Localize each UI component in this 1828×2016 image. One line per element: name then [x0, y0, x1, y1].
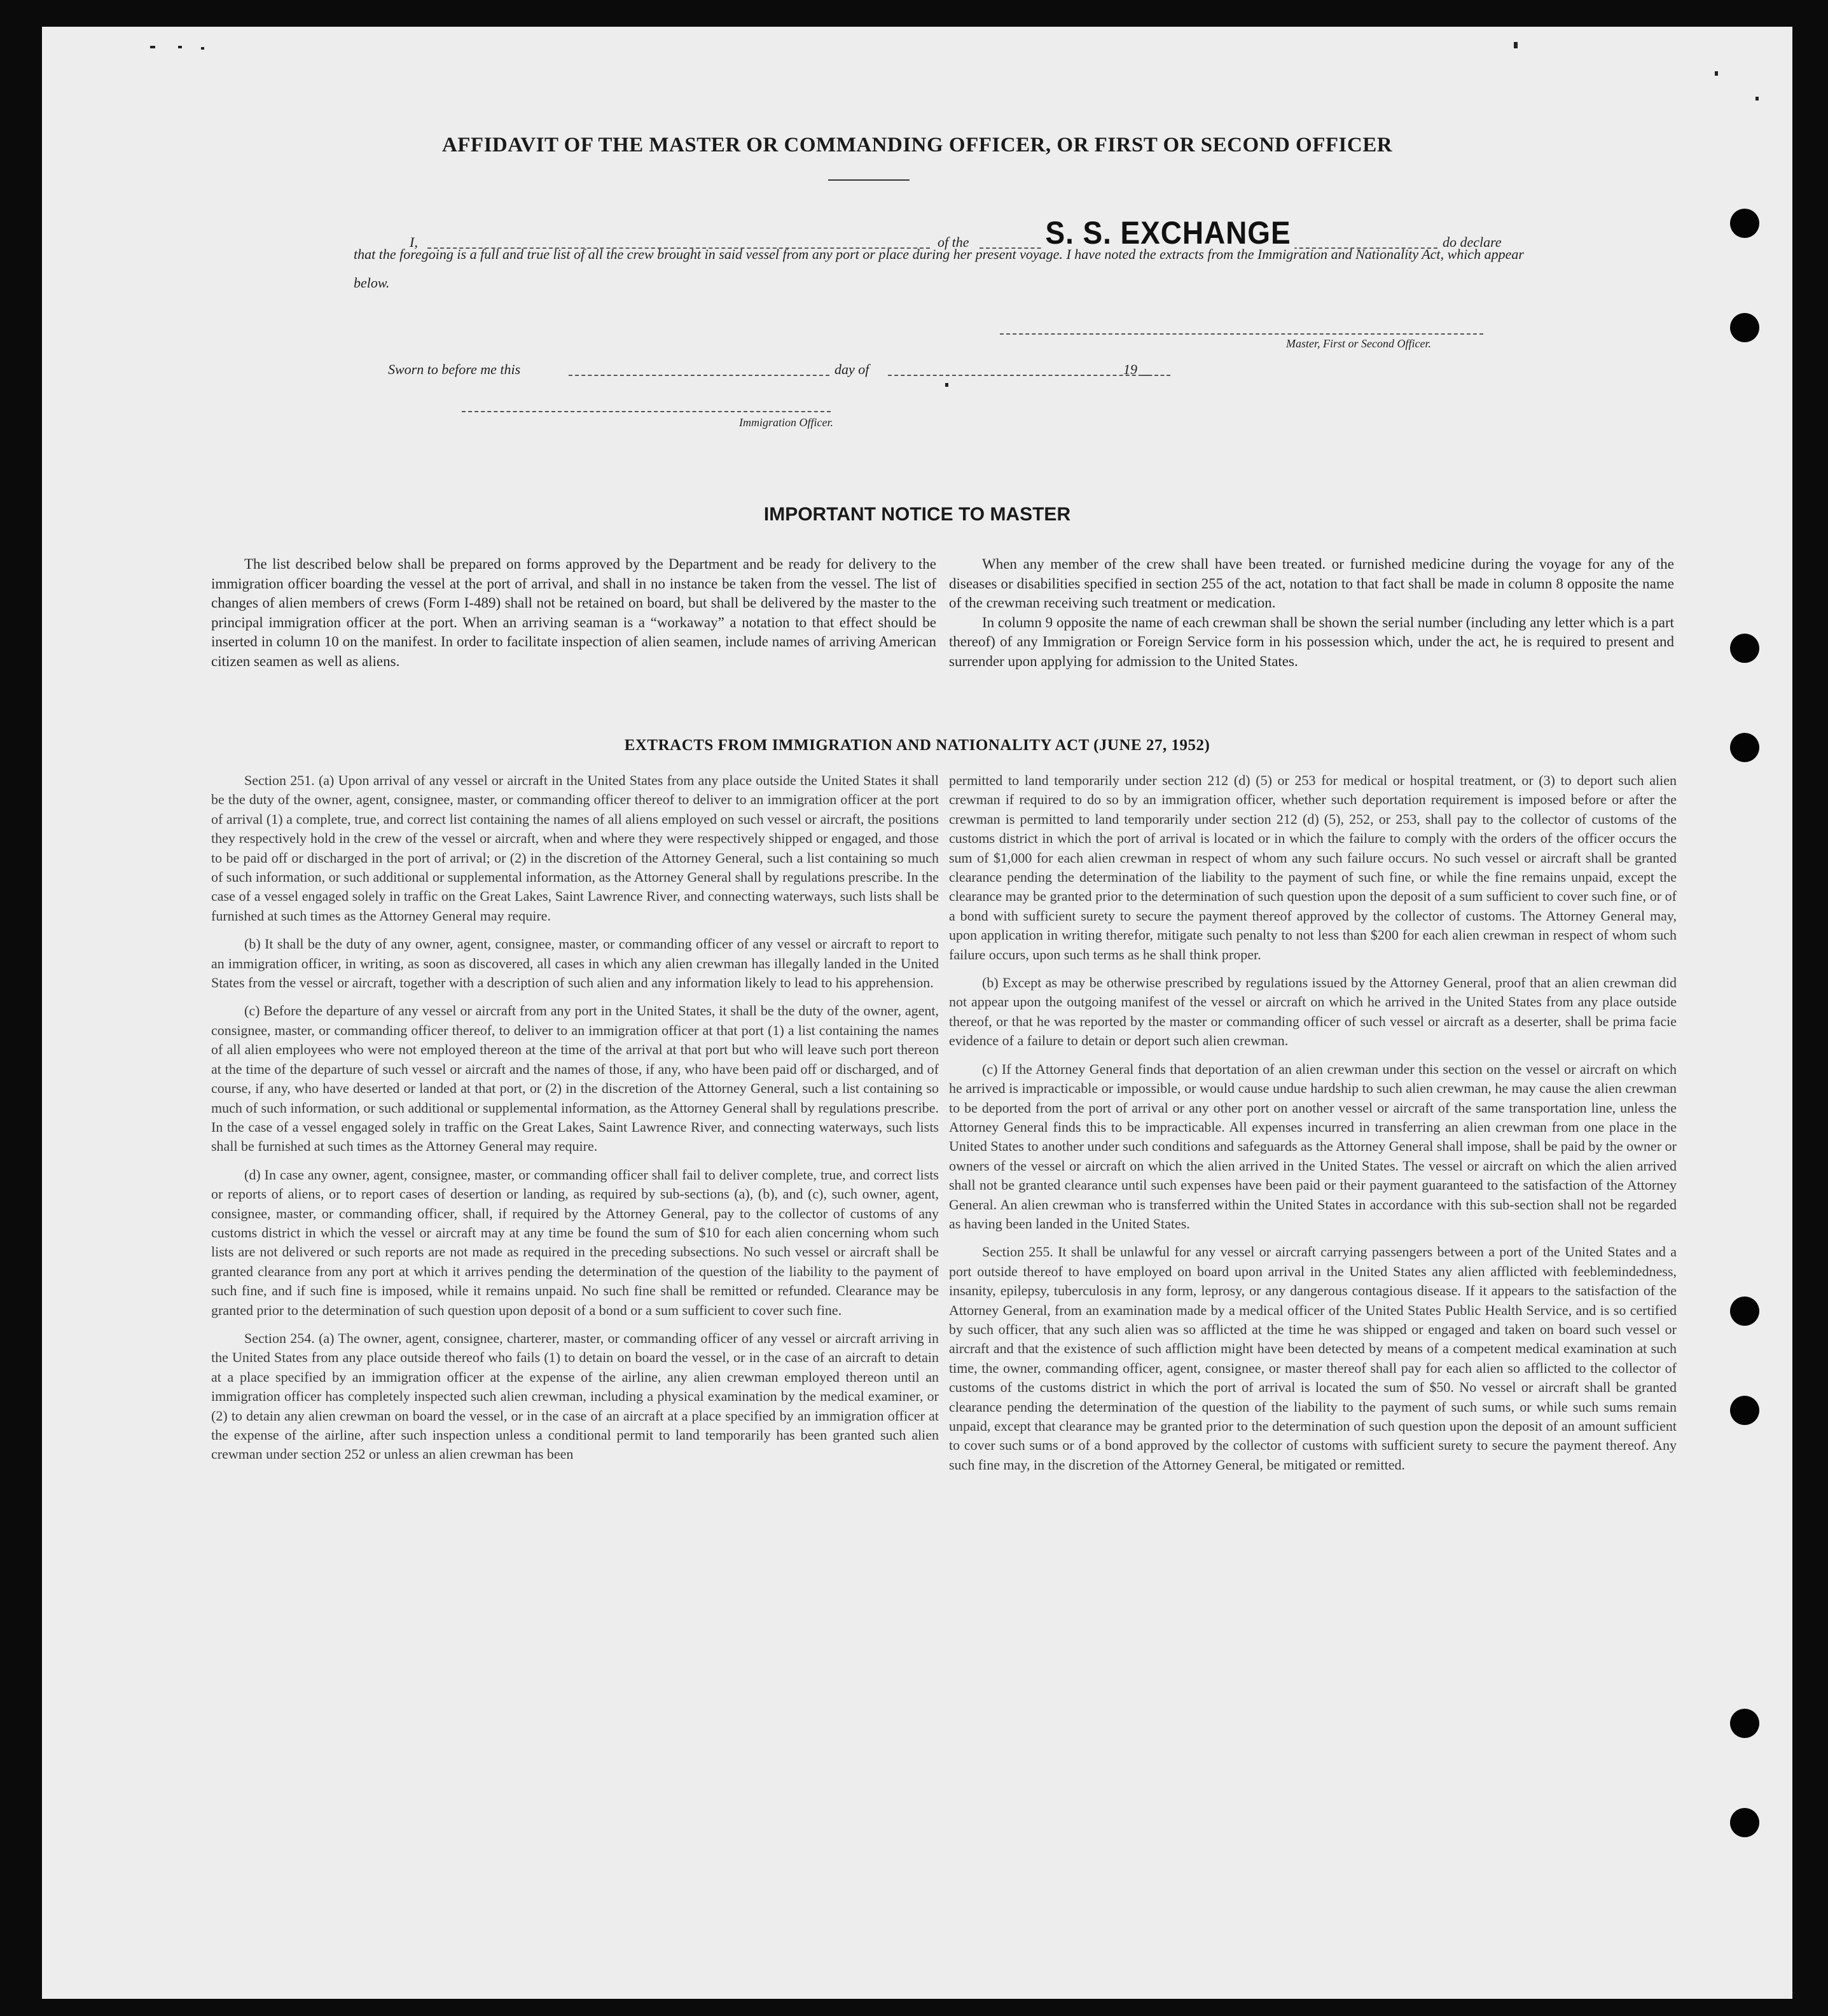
do-declare-label: do declare: [1443, 234, 1502, 250]
notice-paragraph: The list described below shall be prepared on forms approved by the Department and be ready for delivery to the immigration officer boarding the vessel at the port of arrival, and shall in no instance be taken from the vessel. The list of changes of alien members of crews (Form I-489) shall not be retained on board, but shall be delivered by the master to the principal immigration officer at the port. When an arriving seaman is a “workaway” a notation to that effect should be inserted in column 10 on the manifest. In order to facilitate inspection of alien seamen, include names of arriving American citizen seamen as well as aliens.: [211, 556, 936, 669]
punch-hole: [1730, 313, 1759, 342]
sworn-label: Sworn to before me this: [388, 361, 521, 377]
act-paragraph: permitted to land temporarily under section 212 (d) (5) or 253 for medical or hospital treatment, or (3) to deport such alien crewman if required to do so by an immigration officer, whether such deportation requirement is imposed before or after the crewman is permitted to land temporarily under section 212 (d) (5), 252, or 253, shall pay to the collector of customs of the customs district in which the port of arrival is located or in which the failure to comply with the orders of the officer occurs the sum of $1,000 for each alien crewman in respect of whom any such failure occurs. No such vessel or aircraft shall be granted clearance pending the determination of the liability to the payment of such fine, or while the fine remains unpaid, except the clearance may be granted prior to the determination of such question upon the deposit of a sum sufficient to cover such fine, or of a bond with sufficient surety to secure the payment thereof approved by the collector of customs. The Attorney General may, upon application in writing therefor, mitigate such penalty to not less than $200 for each alien crewman in respect of whom such failure occurs, upon such terms as he shall think proper.: [949, 772, 1677, 963]
scan-speck: [1514, 42, 1518, 48]
act-paragraph: (b) It shall be the duty of any owner, agent, consignee, master, or commanding officer of any vessel or aircraft to report to an immigration officer, in writing, as soon as discovered, all cases in which any alien crewman has illegally landed in the United States from the vessel or aircraft, together with a description of such alien and any information likely to lead to his apprehension.: [211, 936, 939, 991]
punch-hole: [1730, 1808, 1759, 1837]
act-paragraph: Section 255. It shall be unlawful for any vessel or aircraft carrying passengers between a port of the United States and a port outside thereof to have employed on board upon arrival in the United States any alien afflicted with feeblemindedness, insanity, epilepsy, tuberculosis in any form, leprosy, or any dangerous contagious disease. If it appears to the satisfaction of the Attorney General, from an examination made by a medical officer of the United States Public Health Service, and is so certified by such officer, that any such alien was so afflicted at the time he was shipped or engaged and taken on board such vessel or aircraft and that the existence of such affliction might have been detected by means of a competent medical examination at such time, the owner, commanding officer, agent, consignee, or master thereof shall pay for each alien so afflicted to the collector of customs of the customs district in which the port of arrival is located the sum of $50. No vessel or aircraft shall be granted clearance pending the determination of the question of the liability to the payment of such sums, or while such sums remain unpaid, except that clearance may be granted prior to the determination of such question upon the deposit of an amount sufficient to cover such sums or of a bond approved by the collector of customs with sufficient surety to secure the payment thereof. Any such fine may, in the discretion of the Attorney General, be mitigated or remitted.: [949, 1244, 1677, 1473]
master-signature-line: [1000, 333, 1483, 335]
document-page: [42, 27, 1792, 1999]
scan-speck: [201, 47, 204, 50]
notice-left-column: [211, 555, 936, 672]
declaration-text: that the foregoing is a full and true list of all the crew brought in said vessel from any port or place during her present voyage. I have noted the extracts from the Immigration and Nationality Act, which appear below.: [354, 246, 1524, 291]
notice-right-column: [949, 555, 1674, 672]
act-paragraph: (d) In case any owner, agent, consignee, master, or commanding officer shall fail to deliver complete, true, and correct lists or reports of aliens, or to report cases of desertion or landing, as required by sub-sections (a), (b), and (c), such owner, agent, consignee, master, or commanding officer, shall, if required by the Attorney General, pay to the collector of customs of any customs district in which the vessel or aircraft may at any time be found the sum of $10 for each alien concerning whom such lists are not delivered or such reports are not made as required in the preceding subsections. No such vessel or aircraft shall be granted clearance from any port at which it arrives pending the determination of the question of the liability to the payment of such fine, and if such fine is imposed, while it remains unpaid. No such fine shall be remitted or refunded. Clearance may be granted prior to the determination of such question upon deposit of a bond or a sum sufficient to cover such fine.: [211, 1166, 939, 1318]
punch-hole: [1730, 634, 1759, 663]
act-paragraph: Section 251. (a) Upon arrival of any vessel or aircraft in the United States from any place outside the United States it shall be the duty of the owner, agent, consignee, master, or commanding officer thereof to deliver to an immigration officer at the port of arrival (1) a complete, true, and correct list containing the names of all aliens employed on such vessel or aircraft, the positions they respectively hold in the crew of the vessel or aircraft, when and where they were respectively shipped or engaged, and those to be paid off or discharged in the port of arrival; or (2) in the discretion of the Attorney General, such a list containing so much of such information, or such additional or supplemental information, as the Attorney General shall by regulations prescribe. In the case of a vessel engaged solely in traffic on the Great Lakes, Saint Lawrence River, and connecting waterways, such lists shall be furnished at such times as the Attorney General may require.: [211, 772, 939, 924]
notice-paragraph: In column 9 opposite the name of each crewman shall be shown the serial number (including any letter which is a part thereof) of any Immigration or Foreign Service form in his possession which, under the act, he is required to present and surrender upon applying for admission to the United States.: [949, 614, 1674, 669]
act-paragraph: (c) Before the departure of any vessel or aircraft from any port in the United States, it shall be the duty of the owner, agent, consignee, master, or commanding officer thereof, to deliver to an immigration officer at that port (1) a list containing the names of all alien employees who were not employed thereon at the time of the arrival at that port but who will leave such port thereon at the time of the departure of such vessel or aircraft and the names of those, if any, who have been paid off or discharged, and of course, if any, who have deserted or landed at that port, or (2) in the discretion of the Attorney General, such a list containing so much of such information, or such additional or supplemental information, as the Attorney General shall by regulations prescribe. In the case of a vessel engaged solely in traffic on the Great Lakes, Saint Lawrence River, and connecting waterways, such lists shall be furnished at such times as the Attorney General may require.: [211, 1003, 939, 1155]
scan-speck: [1715, 71, 1718, 76]
punch-hole: [1730, 1296, 1759, 1326]
sworn-day-line: [569, 375, 829, 376]
punch-hole: [1730, 1709, 1759, 1738]
punch-hole: [1730, 1396, 1759, 1425]
year-line: [1142, 375, 1170, 376]
extracts-title: EXTRACTS FROM IMMIGRATION AND NATIONALITY ACT (JUNE 27, 1952): [624, 737, 1210, 754]
ship-name-stamp: S. S. EXCHANGE: [1042, 214, 1294, 251]
scan-speck: [178, 46, 182, 48]
of-the-label: of the: [938, 234, 969, 250]
scan-speck: [150, 46, 155, 48]
day-of-label: day of: [834, 361, 869, 377]
act-paragraph: (b) Except as may be otherwise prescribed by regulations issued by the Attorney General, proof that an alien crewman did not appear upon the outgoing manifest of the vessel or aircraft on which he arrived in the United States from any place outside thereof, or that he was reported by the master or commanding officer of such vessel or aircraft as a deserter, shall be prima facie evidence of a failure to detain or deport such alien crewman.: [949, 975, 1677, 1049]
immigration-officer-line: [462, 411, 831, 412]
extracts-right-column: [949, 771, 1677, 1484]
i-label: I,: [410, 234, 418, 250]
sworn-month-line: [888, 375, 1149, 376]
extracts-left-column: [211, 771, 939, 1473]
punch-hole: [1730, 733, 1759, 762]
master-signature-label: Master, First or Second Officer.: [1286, 337, 1431, 350]
act-paragraph: (c) If the Attorney General finds that deportation of an alien crewman under this section on the vessel or aircraft on which he arrived is impracticable or impossible, or would cause undue hardship to such alien crewman, he may cause the alien crewman to be deported from the port of arrival or any other port on another vessel or aircraft of the same transportation line, unless the Attorney General finds this to be impracticable. All expenses incurred in transferring an alien crewman from one place in the United States to another under such conditions and safeguards as the Attorney General shall impose, shall be paid by the owner or owners of the vessel or aircraft on which the alien arrived in the United States. The vessel or aircraft on which the alien arrived shall not be granted clearance until such expenses have been paid or their payment guaranteed to the satisfaction of the Attorney General. An alien crewman who is transferred within the United States in accordance with this sub-section shall not be regarded as having been landed in the United States.: [949, 1060, 1677, 1232]
title-underline: [828, 179, 910, 181]
scan-speck: [945, 383, 948, 387]
year-label: 19: [1123, 361, 1137, 377]
footer-smudge: [513, 1873, 1314, 1886]
affidavit-title: AFFIDAVIT OF THE MASTER OR COMMANDING OFFICER, OR FIRST OR SECOND OFFICER: [441, 134, 1393, 156]
notice-title: IMPORTANT NOTICE TO MASTER: [763, 504, 1071, 525]
notice-paragraph: When any member of the crew shall have been treated. or furnished medicine during the voyage for any of the diseases or disabilities specified in section 255 of the act, notation to that fact shall be made in column 8 opposite the name of the crewman receiving such treatment or medication.: [949, 556, 1674, 611]
immigration-officer-label: Immigration Officer.: [739, 416, 833, 429]
scan-speck: [1755, 97, 1759, 101]
punch-hole: [1730, 209, 1759, 238]
act-paragraph: Section 254. (a) The owner, agent, consignee, charterer, master, or commanding officer of any vessel or aircraft arriving in the United States from any place outside thereof who fails (1) to detain on board the vessel, or in the case of an aircraft to detain at a place specified by an immigration officer at the expense of the airline, any alien crewman employed thereon until an immigration officer has completely inspected such alien crewman, including a physical examination by the medical examiner, or (2) to detain any alien crewman on board the vessel, or in the case of an aircraft at a place specified by an immigration officer at the expense of the airline, after such inspection unless a conditional permit to land temporarily has been granted such alien crewman under section 252 or unless an alien crewman has been: [211, 1330, 939, 1463]
